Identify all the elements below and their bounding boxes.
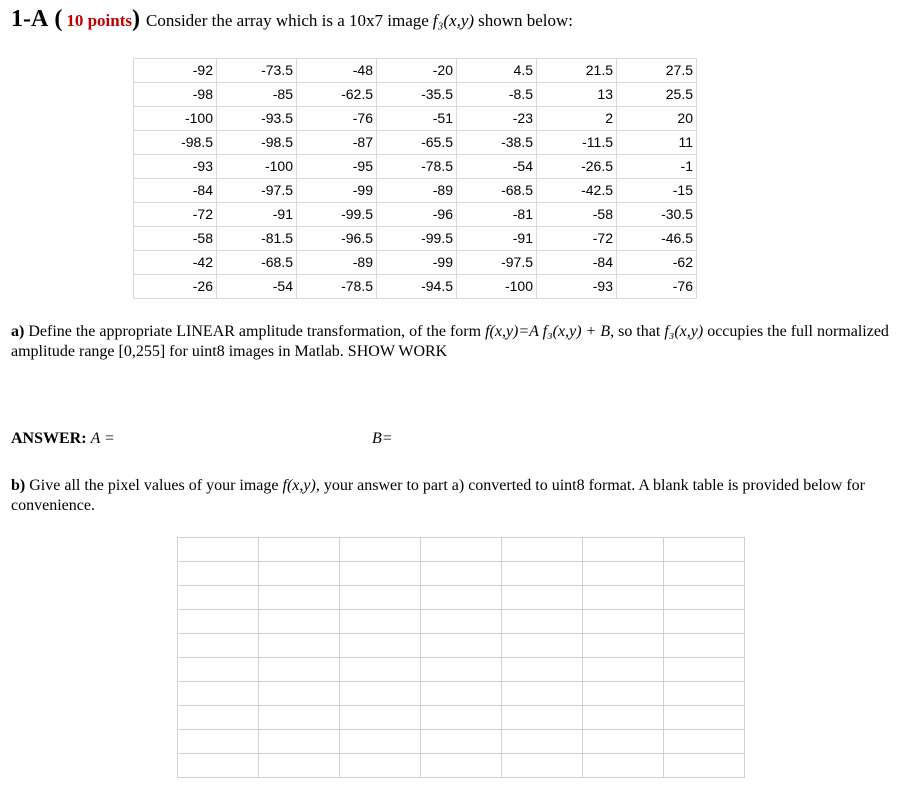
- image-array-table: [133, 58, 697, 299]
- blank-cell[interactable]: [259, 562, 340, 586]
- table-cell: 11: [617, 131, 697, 155]
- table-cell: -99.5: [297, 203, 377, 227]
- blank-table-row: [178, 706, 745, 730]
- table-cell: -99.5: [377, 227, 457, 251]
- table-cell: -76: [297, 107, 377, 131]
- table-cell: -72: [537, 227, 617, 251]
- blank-cell[interactable]: [178, 730, 259, 754]
- part-b-label: b): [11, 477, 26, 494]
- blank-cell[interactable]: [340, 658, 421, 682]
- table-cell: -42.5: [537, 179, 617, 203]
- blank-cell[interactable]: [178, 586, 259, 610]
- table-cell: -62.5: [297, 83, 377, 107]
- blank-table-row: [178, 610, 745, 634]
- blank-cell[interactable]: [421, 754, 502, 778]
- part-a-text: [11, 322, 903, 362]
- table-cell: -54: [217, 275, 297, 299]
- blank-cell[interactable]: [502, 682, 583, 706]
- table-cell: 20: [617, 107, 697, 131]
- table-cell: -46.5: [617, 227, 697, 251]
- heading-text-before: Consider the array which is a 10x7 image: [146, 11, 429, 30]
- blank-cell[interactable]: [502, 562, 583, 586]
- table-cell: -73.5: [217, 59, 297, 83]
- blank-cell[interactable]: [178, 658, 259, 682]
- table-cell: 21.5: [537, 59, 617, 83]
- table-cell: -95: [297, 155, 377, 179]
- blank-cell[interactable]: [583, 706, 664, 730]
- blank-cell[interactable]: [340, 754, 421, 778]
- table-cell: -26.5: [537, 155, 617, 179]
- blank-cell[interactable]: [664, 610, 745, 634]
- points-value: 10 points: [66, 11, 132, 30]
- blank-cell[interactable]: [340, 634, 421, 658]
- blank-cell[interactable]: [502, 754, 583, 778]
- table-row: [134, 107, 697, 131]
- blank-cell[interactable]: [421, 634, 502, 658]
- table-cell: -94.5: [377, 275, 457, 299]
- table-cell: -30.5: [617, 203, 697, 227]
- table-cell: -87: [297, 131, 377, 155]
- table-cell: -89: [297, 251, 377, 275]
- blank-cell[interactable]: [259, 658, 340, 682]
- table-cell: -8.5: [457, 83, 537, 107]
- blank-cell[interactable]: [502, 538, 583, 562]
- table-cell: -11.5: [537, 131, 617, 155]
- table-cell: -58: [537, 203, 617, 227]
- table-row: [134, 83, 697, 107]
- blank-cell[interactable]: [178, 610, 259, 634]
- blank-cell[interactable]: [502, 586, 583, 610]
- blank-cell[interactable]: [421, 538, 502, 562]
- blank-cell[interactable]: [664, 634, 745, 658]
- heading-function: f₃(x,y): [432, 11, 475, 30]
- blank-cell[interactable]: [259, 610, 340, 634]
- blank-cell[interactable]: [664, 562, 745, 586]
- table-row: [134, 179, 697, 203]
- blank-cell[interactable]: [421, 730, 502, 754]
- blank-cell[interactable]: [421, 562, 502, 586]
- blank-cell[interactable]: [664, 658, 745, 682]
- blank-cell[interactable]: [502, 610, 583, 634]
- part-a-text3: occupies the full normalized amplitude range [0,255] for uint8 images in Matlab. SHOW WORK: [11, 323, 889, 360]
- blank-cell[interactable]: [340, 538, 421, 562]
- answer-line: [11, 430, 393, 448]
- blank-cell[interactable]: [340, 586, 421, 610]
- blank-cell[interactable]: [664, 754, 745, 778]
- table-cell: -58: [134, 227, 217, 251]
- table-cell: -42: [134, 251, 217, 275]
- blank-cell[interactable]: [583, 634, 664, 658]
- blank-cell[interactable]: [178, 634, 259, 658]
- table-cell: -23: [457, 107, 537, 131]
- part-a-label: a): [11, 323, 25, 340]
- table-cell: -89: [377, 179, 457, 203]
- blank-cell[interactable]: [340, 706, 421, 730]
- table-cell: 13: [537, 83, 617, 107]
- blank-cell[interactable]: [664, 586, 745, 610]
- table-cell: -68.5: [217, 251, 297, 275]
- blank-cell[interactable]: [421, 610, 502, 634]
- blank-cell[interactable]: [664, 730, 745, 754]
- table-cell: -96.5: [297, 227, 377, 251]
- blank-cell[interactable]: [421, 586, 502, 610]
- answer-b-label: B=: [372, 430, 393, 447]
- blank-cell[interactable]: [502, 706, 583, 730]
- table-cell: -78.5: [377, 155, 457, 179]
- blank-cell[interactable]: [502, 658, 583, 682]
- blank-cell[interactable]: [583, 562, 664, 586]
- part-b-text2: , your answer to part a) converted to uint8 format. A blank table is provided below for convenience.: [11, 477, 865, 514]
- blank-cell[interactable]: [259, 586, 340, 610]
- table-cell: -97.5: [457, 251, 537, 275]
- table-row: [134, 131, 697, 155]
- blank-cell[interactable]: [583, 730, 664, 754]
- table-row: [134, 155, 697, 179]
- table-row: [134, 59, 697, 83]
- blank-table-row: [178, 754, 745, 778]
- blank-table-row: [178, 634, 745, 658]
- blank-cell[interactable]: [583, 538, 664, 562]
- heading-text-after: shown below:: [478, 11, 574, 30]
- blank-table-row: [178, 538, 745, 562]
- table-row: [134, 275, 697, 299]
- blank-cell[interactable]: [259, 754, 340, 778]
- table-cell: -81: [457, 203, 537, 227]
- blank-cell[interactable]: [421, 706, 502, 730]
- table-cell: -98: [134, 83, 217, 107]
- table-row: [134, 227, 697, 251]
- table-cell: -38.5: [457, 131, 537, 155]
- table-cell: -91: [217, 203, 297, 227]
- blank-cell[interactable]: [340, 562, 421, 586]
- blank-cell[interactable]: [664, 682, 745, 706]
- open-paren: (: [54, 6, 63, 32]
- blank-cell[interactable]: [502, 730, 583, 754]
- table-cell: -84: [537, 251, 617, 275]
- blank-table-row: [178, 682, 745, 706]
- question-heading: [11, 6, 573, 33]
- table-cell: -91: [457, 227, 537, 251]
- part-a-text1: Define the appropriate LINEAR amplitude transformation, of the form: [28, 323, 482, 340]
- table-cell: -35.5: [377, 83, 457, 107]
- blank-table-row: [178, 730, 745, 754]
- table-cell: -54: [457, 155, 537, 179]
- blank-cell[interactable]: [178, 538, 259, 562]
- question-number: 1-A: [11, 6, 49, 32]
- blank-cell[interactable]: [178, 754, 259, 778]
- table-cell: -68.5: [457, 179, 537, 203]
- table-cell: -48: [297, 59, 377, 83]
- part-a-text2: , so that: [610, 323, 661, 340]
- table-cell: -100: [217, 155, 297, 179]
- table-cell: -98.5: [217, 131, 297, 155]
- table-cell: -62: [617, 251, 697, 275]
- blank-answer-table: [177, 537, 745, 778]
- table-cell: -93: [537, 275, 617, 299]
- table-cell: 2: [537, 107, 617, 131]
- blank-cell[interactable]: [583, 610, 664, 634]
- table-row: [134, 251, 697, 275]
- table-cell: -100: [457, 275, 537, 299]
- table-cell: -15: [617, 179, 697, 203]
- table-cell: -97.5: [217, 179, 297, 203]
- blank-cell[interactable]: [340, 610, 421, 634]
- blank-cell[interactable]: [340, 730, 421, 754]
- close-paren: ): [132, 6, 140, 32]
- blank-cell[interactable]: [502, 634, 583, 658]
- blank-table-row: [178, 658, 745, 682]
- table-cell: -72: [134, 203, 217, 227]
- table-cell: -65.5: [377, 131, 457, 155]
- blank-cell[interactable]: [664, 538, 745, 562]
- part-b-text: [11, 476, 903, 516]
- table-cell: 25.5: [617, 83, 697, 107]
- blank-cell[interactable]: [583, 586, 664, 610]
- blank-cell[interactable]: [259, 682, 340, 706]
- part-b-text1: Give all the pixel values of your image: [29, 477, 279, 494]
- blank-cell[interactable]: [421, 658, 502, 682]
- table-cell: -96: [377, 203, 457, 227]
- table-row: [134, 203, 697, 227]
- table-cell: -1: [617, 155, 697, 179]
- answer-a-label: A =: [90, 430, 115, 447]
- table-cell: -51: [377, 107, 457, 131]
- blank-cell[interactable]: [259, 706, 340, 730]
- blank-cell[interactable]: [664, 706, 745, 730]
- part-b-function: f(x,y): [282, 477, 316, 494]
- table-cell: 27.5: [617, 59, 697, 83]
- blank-cell[interactable]: [583, 658, 664, 682]
- table-cell: -81.5: [217, 227, 297, 251]
- blank-table-row: [178, 586, 745, 610]
- table-cell: -26: [134, 275, 217, 299]
- blank-cell[interactable]: [259, 730, 340, 754]
- blank-cell[interactable]: [340, 682, 421, 706]
- table-cell: -76: [617, 275, 697, 299]
- table-cell: -92: [134, 59, 217, 83]
- part-a-function: f₃(x,y): [664, 323, 704, 340]
- blank-cell[interactable]: [178, 682, 259, 706]
- table-cell: -99: [297, 179, 377, 203]
- table-cell: -93: [134, 155, 217, 179]
- blank-cell[interactable]: [583, 754, 664, 778]
- blank-cell[interactable]: [178, 706, 259, 730]
- table-cell: -84: [134, 179, 217, 203]
- table-cell: 4.5: [457, 59, 537, 83]
- blank-cell[interactable]: [259, 538, 340, 562]
- table-cell: -99: [377, 251, 457, 275]
- answer-label: ANSWER:: [11, 430, 87, 447]
- blank-cell[interactable]: [259, 634, 340, 658]
- table-cell: -78.5: [297, 275, 377, 299]
- table-cell: -85: [217, 83, 297, 107]
- table-cell: -98.5: [134, 131, 217, 155]
- blank-cell[interactable]: [583, 682, 664, 706]
- part-a-formula: f(x,y)=A f₃(x,y) + B: [485, 323, 611, 340]
- table-cell: -100: [134, 107, 217, 131]
- blank-cell[interactable]: [421, 682, 502, 706]
- blank-table-row: [178, 562, 745, 586]
- blank-cell[interactable]: [178, 562, 259, 586]
- table-cell: -20: [377, 59, 457, 83]
- table-cell: -93.5: [217, 107, 297, 131]
